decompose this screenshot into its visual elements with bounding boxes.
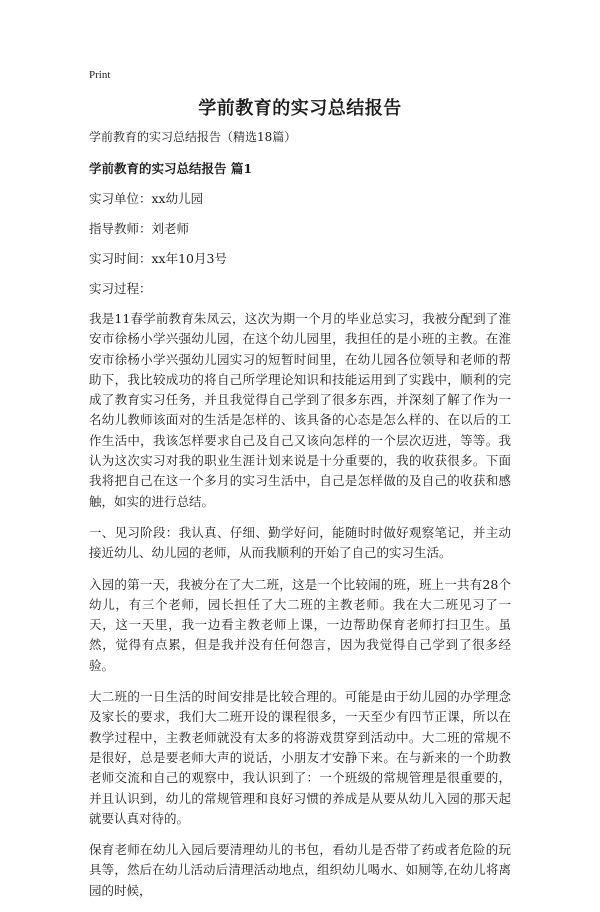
info-teacher: 指导教师：刘老师: [89, 221, 190, 236]
page-title: 学前教育的实习总结报告: [198, 98, 402, 119]
print-link[interactable]: Print: [89, 69, 111, 81]
section-heading: 学前教育的实习总结报告 篇1: [89, 161, 253, 176]
paragraph-daily-schedule: 大二班的一日生活的时间安排是比较合理的。可能是由于幼儿园的办学理念及家长的要求，我们大二班开设的课程很多，一天至少有四节正课，所以在教学过程中，主教老师就没有太多的将游戏贯穿到活动中。大二班的常规不是很好，总是要老师大声的说话，小朋友才安静下来。在与新来的一个助教老师交流和自己的观察中，我认识到了：一个班级的常规管理是很重要的，并且认识到，幼儿的常规管理和良好习惯的养成是从要从幼儿入园的那天起就要认真对待的。: [89, 689, 511, 826]
article-body: [89, 128, 511, 912]
paragraph-intro: 我是11春学前教育朱凤云，这次为期一个月的毕业总实习，我被分配到了淮安市徐杨小学兴强幼儿园，在这个幼儿园里，我担任的是小班的主教。在淮安市徐杨小学兴强幼儿园实习的短暂时间里，在幼儿园各位领导和老师的帮助下，我比较成功的将自己所学理论知识和技能运用到了实践中，顺利的完成了教育实习任务，并且我觉得自己学到了很多东西，并深刻了解了作为一名幼儿教师该面对的生活是怎样的、该具备的心态是怎么样的、在以后的工作生活中，我该怎样要求自己及自己又该向怎样的一个层次迈进，等等。我认为这次实习对我的职业生涯计划来说是十分重要的，我的收获很多。下面我将把自己在这一个多月的实习生活中，自己是怎样做的及自己的收获和感触，如实的进行总结。: [89, 311, 511, 509]
paragraph-first-day: 入园的第一天，我被分在了大二班，这是一个比较闹的班，班上一共有28个幼儿，有三个老师，园长担任了大二班的主教老师。我在大二班见习了一天，这一天里，我一边看主教老师上课，一边帮助保育老师打扫卫生。虽然，觉得有点累，但是我并没有任何怨言，因为我觉得自己学到了很多经验。: [89, 576, 511, 673]
paragraph-observation: 一、见习阶段：我认真、仔细、勤学好问，能随时时做好观察笔记，并主动接近幼儿、幼儿园的老师，从而我顺利的开始了自己的实习生活。: [89, 524, 511, 561]
info-unit: 实习单位：xx幼儿园: [89, 191, 204, 206]
paragraph-care-teacher: 保育老师在幼儿入园后要清理幼儿的书包，看幼儿是否带了药或者危险的玩具等，然后在幼儿活动后清理活动地点，组织幼儿喝水、如厕等,在幼儿将离园的时候，: [89, 842, 511, 898]
info-process: 实习过程：: [89, 281, 152, 296]
info-time: 实习时间：xx年10月3号: [89, 251, 227, 266]
article-subtitle: 学前教育的实习总结报告（精选18篇）: [89, 130, 297, 144]
